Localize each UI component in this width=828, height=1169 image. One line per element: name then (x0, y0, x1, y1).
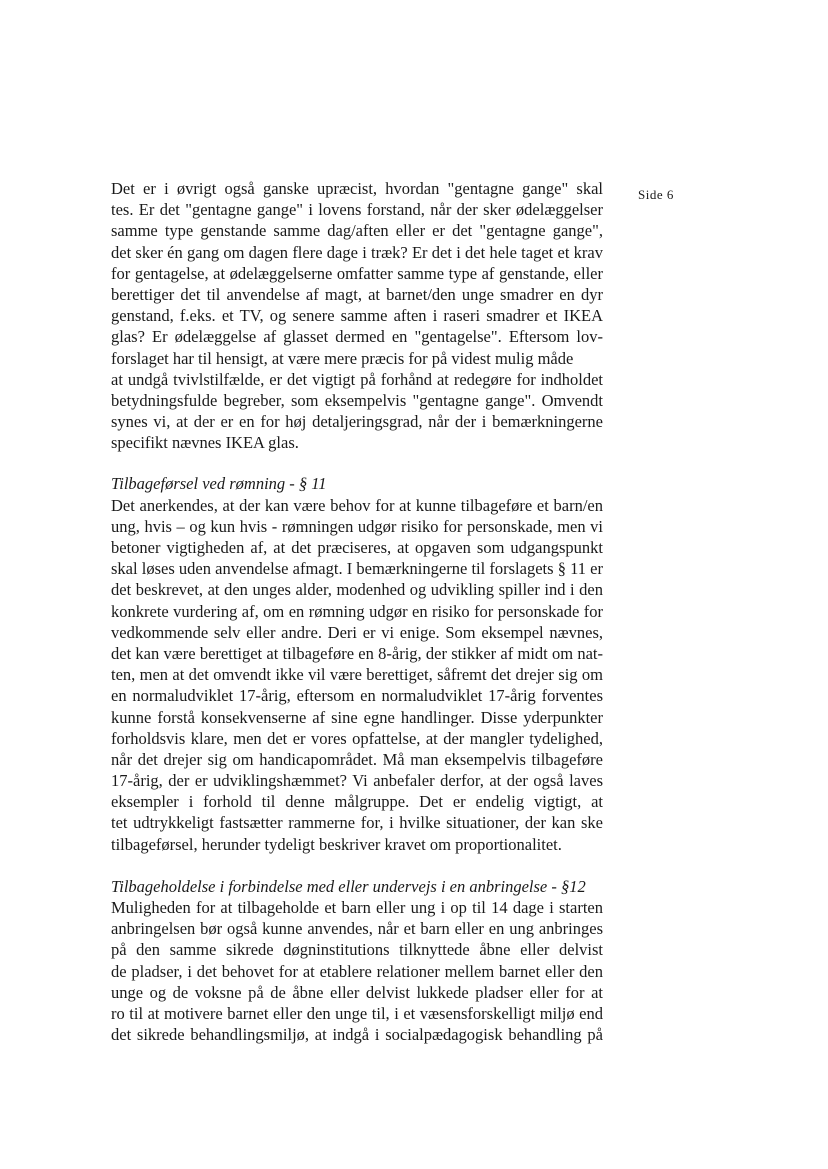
document-body (111, 178, 603, 1045)
text-line: det kan være berettiget at tilbageføre en 8-årig, der stikker af midt om nat- (111, 643, 603, 663)
paragraph-ambiguity (111, 178, 603, 453)
text-line: glas? Er ødelæggelse af glasset dermed en "gentagelse". Eftersom lov- (111, 327, 603, 347)
text-line: ung, hvis – og kun hvis - rømningen udgør risiko for personskade, men vi (111, 516, 603, 536)
text-line: når det drejer sig om handicapområdet. Må man eksempelvis tilbageføre (111, 749, 603, 769)
text-line: anbringelsen bør også kunne anvendes, når et barn eller en ung anbringes (111, 919, 603, 939)
text-line: på den samme sikrede døgninstitutions tilknyttede åbne eller delvist (111, 940, 603, 960)
page-number: Side 6 (638, 187, 674, 202)
text-line: tilbageførsel, herunder tydeligt beskriver kravet om proportionalitet. (111, 834, 562, 854)
text-line: unge og de voksne på de åbne eller delvist lukkede pladser eller for at (111, 982, 603, 1002)
text-line: de pladser, i det behovet for at etablere relationer mellem barnet eller den (111, 961, 603, 981)
text-line: eksempler i forhold til denne målgruppe. Det er endelig vigtigt, at (111, 792, 603, 812)
text-line: 17-årig, der er udviklingshæmmet? Vi anbefaler derfor, at der også laves (111, 771, 603, 791)
text-line: samme type genstande samme dag/aften eller er det "gentagne gange", (111, 221, 603, 241)
text-line: for gentagelse, at ødelæggelserne omfatter samme type af genstande, eller (111, 263, 603, 283)
text-line: ro til at motivere barnet eller den unge til, i et væsensforskelligt miljø end (111, 1003, 603, 1023)
text-line: synes vi, at der er en for høj detaljeringsgrad, når der i bemærkningerne (111, 412, 603, 432)
text-line: berettiger det til anvendelse af magt, at barnet/den unge smadrer en dyr (111, 284, 603, 304)
text-line: skal løses uden anvendelse afmagt. I bemærkningerne til forslagets § 11 er (111, 559, 603, 579)
text-line: at undgå tvivlstilfælde, er det vigtigt på forhånd at redegøre for indholdet (111, 369, 603, 389)
text-line: det sker én gang om dagen flere dage i træk? Er det i det hele taget et krav (111, 242, 603, 262)
text-line: forslaget har til hensigt, at være mere præcis for på videst mulig måde (111, 348, 574, 368)
section-heading-detention: Tilbageholdelse i forbindelse med eller undervejs i en anbringelse - §12 (111, 876, 586, 896)
text-line: Det er i øvrigt også ganske upræcist, hvordan "gentagne gange" skal (111, 179, 603, 198)
paragraph-rescue-return (111, 495, 603, 855)
text-line: Muligheden for at tilbageholde et barn eller ung i op til 14 dage i starten (111, 898, 603, 917)
text-line: betoner vigtigheden af, at det præciseres, at opgaven som udgangspunkt (111, 538, 603, 557)
text-line: vedkommende selv eller andre. Deri er vi enige. Som eksempel nævnes, (111, 622, 603, 642)
text-line: forholdsvis klare, men det er vores opfattelse, at der mangler tydelighed, (111, 728, 603, 748)
text-line: tet udtrykkeligt fastsætter rammerne for, i hvilke situationer, der kan ske (111, 813, 603, 833)
text-line: tes. Er det "gentagne gange" i lovens forstand, når der sker ødelæggelser (111, 200, 603, 220)
text-line: genstand, f.eks. et TV, og senere samme aften i raseri smadrer et IKEA (111, 306, 603, 326)
text-line: det beskrevet, at den unges alder, modenhed og udvikling spiller ind i den (111, 580, 603, 600)
text-line: en normaludviklet 17-årig, eftersom en normaludviklet 17-årig forventes (111, 686, 603, 706)
text-line: kunne forstå konsekvenserne af sine egne handlinger. Disse yderpunkter (111, 707, 603, 727)
text-line: konkrete vurdering af, om en rømning udgør en risiko for personskade for (111, 601, 603, 621)
text-line: betydningsfulde begreber, som eksempelvis "gentagne gange". Omvendt (111, 390, 603, 410)
text-line: ten, men at det omvendt ikke vil være berettiget, såfremt det drejer sig om (111, 665, 603, 685)
text-line: det sikrede behandlingsmiljø, at indgå i socialpædagogisk behandling på (111, 1025, 603, 1045)
text-line: specifikt nævnes IKEA glas. (111, 433, 299, 453)
text-line: Det anerkendes, at der kan være behov for at kunne tilbageføre et barn/en (111, 495, 603, 515)
paragraph-detention (111, 897, 603, 1045)
section-heading-rescue-return: Tilbageførsel ved rømning - § 11 (111, 474, 327, 494)
